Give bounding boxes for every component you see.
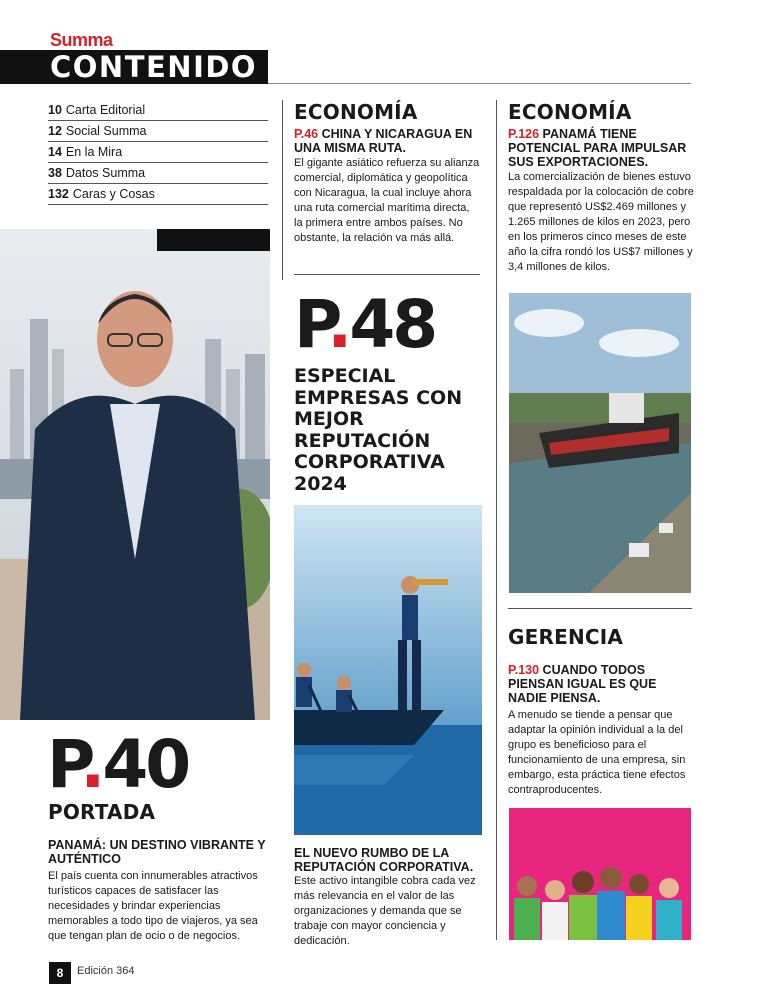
brand-logo: Summa (50, 30, 113, 50)
toc-list (48, 100, 268, 205)
page-title: CONTENIDO (50, 50, 258, 84)
economia-section-1: ECONOMÍA (294, 100, 418, 124)
column-divider (496, 100, 497, 940)
edition-label: Edición 364 (77, 965, 135, 977)
title-divider (268, 83, 691, 84)
cover-label-bar (157, 229, 270, 251)
gerencia-headline[interactable]: P.130 CUANDO TODOS PIENSAN IGUAL ES QUE NADIE PIENSA. (508, 663, 657, 705)
cover-photo (0, 229, 270, 720)
especial-body: Este activo intangible cobra cada vez más relevancia en el valor de las organizaciones y demanda que se trabaje con mayor conciencia y dedicación. (294, 875, 476, 947)
especial-page-number: P.48 (294, 286, 436, 363)
page-number: 8 (49, 962, 71, 984)
toc-item[interactable]: 38 Datos Summa (48, 163, 268, 184)
toc-item[interactable]: 132 Caras y Cosas (48, 184, 268, 205)
toc-item[interactable]: 14 En la Mira (48, 142, 268, 163)
section-divider (294, 274, 480, 275)
especial-headline[interactable]: EL NUEVO RUMBO DE LA REPUTACIÓN CORPORATIVA. (294, 846, 474, 874)
especial-illustration (294, 505, 482, 835)
column-divider (282, 100, 283, 280)
economia-section-2: ECONOMÍA (508, 100, 632, 124)
especial-title: ESPECIAL EMPRESAS CON MEJOR REPUTACIÓN CORPORATIVA 2024 (294, 365, 463, 495)
gerencia-body: A menudo se tiende a pensar que adaptar la opinión individual a la del grupo es beneficioso para el funcionamiento de una empresa, sin embargo, esta práctica tiene efectos contraproducentes. (508, 709, 686, 796)
toc-item[interactable]: 12 Social Summa (48, 121, 268, 142)
section-divider (508, 608, 692, 609)
cover-headline[interactable]: PANAMÁ: UN DESTINO VIBRANTE Y AUTÉNTICO (48, 838, 266, 866)
cover-page-number: P.40 (47, 726, 189, 803)
cover-section: PORTADA (48, 800, 156, 824)
cover-body: El país cuenta con innumerables atractivos turísticos capaces de satisfacer las necesidades y brindar experiencias memorables a todo tipo de viajeros, ya sea que tengan plan de ocio o de negocios. (48, 870, 258, 942)
toc-item[interactable]: 10 Carta Editorial (48, 100, 268, 121)
economia-body-2: La comercialización de bienes estuvo respaldada por la colocación de cobre que representó US$2.469 millones y 1.265 millones de kilos en 2023, pero en los primeros cinco meses de este año la cifra rondó los US$7 millones y 3,4 millones de kilos. (508, 171, 694, 273)
economia-body-1: El gigante asiático refuerza su alianza comercial, diplomática y geopolítica con Nicaragua, la cual incluye ahora una ruta comercial marítima directa, la primera entre ambos países. No obstante, la relación va más allá. (294, 157, 480, 244)
economia-headline-1[interactable]: P.46 CHINA Y NICARAGUA EN UNA MISMA RUTA. (294, 127, 473, 155)
gerencia-photo (509, 808, 691, 940)
canal-photo (509, 293, 691, 593)
economia-headline-2[interactable]: P.126 PANAMÁ TIENE POTENCIAL PARA IMPULSAR SUS EXPORTACIONES. (508, 127, 687, 169)
gerencia-section: GERENCIA (508, 625, 624, 649)
